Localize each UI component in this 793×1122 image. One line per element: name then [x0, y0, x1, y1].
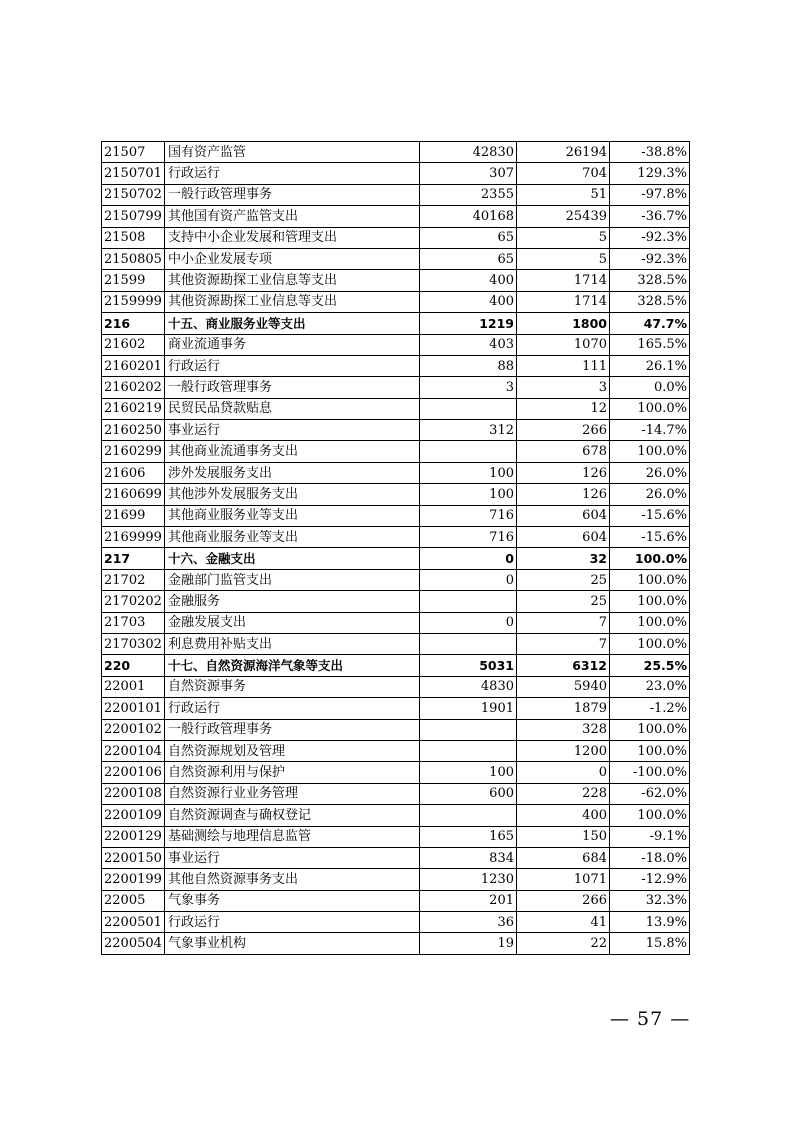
row-value-cell: 100 — [420, 484, 517, 505]
row-name-cell: 十七、自然资源海洋气象等支出 — [165, 655, 420, 676]
row-code-cell: 2169999 — [102, 527, 165, 548]
row-value-cell: 0 — [420, 569, 517, 590]
row-name-cell: 其他资源勘探工业信息等支出 — [165, 291, 420, 312]
table-row — [102, 633, 690, 654]
row-percent-cell: -14.7% — [610, 420, 690, 441]
table-row — [102, 184, 690, 205]
table-row — [102, 142, 690, 163]
row-percent-cell: 26.0% — [610, 484, 690, 505]
row-value-cell: 22 — [517, 933, 610, 954]
row-value-cell: 1230 — [420, 869, 517, 890]
row-code-cell: 2200129 — [102, 826, 165, 847]
row-percent-cell: 13.9% — [610, 912, 690, 933]
row-value-cell: 4830 — [420, 676, 517, 697]
row-value-cell: 150 — [517, 826, 610, 847]
row-code-cell: 2150701 — [102, 163, 165, 184]
row-value-cell: 716 — [420, 527, 517, 548]
row-name-cell: 一般行政管理事务 — [165, 377, 420, 398]
row-value-cell: 6312 — [517, 655, 610, 676]
row-code-cell: 2160699 — [102, 484, 165, 505]
table-row — [102, 890, 690, 911]
row-code-cell: 21703 — [102, 612, 165, 633]
row-percent-cell: -36.7% — [610, 206, 690, 227]
row-name-cell: 其他涉外发展服务支出 — [165, 484, 420, 505]
table-row — [102, 826, 690, 847]
table-row — [102, 805, 690, 826]
row-value-cell: 312 — [420, 420, 517, 441]
row-percent-cell: 32.3% — [610, 890, 690, 911]
row-code-cell: 22005 — [102, 890, 165, 911]
row-value-cell: 126 — [517, 462, 610, 483]
row-name-cell: 自然资源利用与保护 — [165, 762, 420, 783]
row-percent-cell: -15.6% — [610, 505, 690, 526]
table-row — [102, 912, 690, 933]
table-row — [102, 933, 690, 954]
table-row — [102, 227, 690, 248]
row-value-cell: 704 — [517, 163, 610, 184]
row-value-cell: 834 — [420, 847, 517, 868]
row-value-cell: 126 — [517, 484, 610, 505]
row-value-cell: 0 — [517, 762, 610, 783]
table-row — [102, 762, 690, 783]
row-code-cell: 2200504 — [102, 933, 165, 954]
row-value-cell: 400 — [517, 805, 610, 826]
row-name-cell: 行政运行 — [165, 355, 420, 376]
row-code-cell: 217 — [102, 548, 165, 569]
row-code-cell: 21599 — [102, 270, 165, 291]
row-value-cell: 684 — [517, 847, 610, 868]
row-value-cell: 41 — [517, 912, 610, 933]
row-value-cell: 400 — [420, 291, 517, 312]
row-code-cell: 2159999 — [102, 291, 165, 312]
row-value-cell: 1070 — [517, 334, 610, 355]
row-value-cell: 42830 — [420, 142, 517, 163]
row-percent-cell: -9.1% — [610, 826, 690, 847]
row-value-cell: 307 — [420, 163, 517, 184]
row-name-cell: 事业运行 — [165, 847, 420, 868]
row-code-cell: 2150799 — [102, 206, 165, 227]
table-row — [102, 420, 690, 441]
row-code-cell: 2200108 — [102, 783, 165, 804]
table-row — [102, 505, 690, 526]
row-value-cell: 0 — [420, 612, 517, 633]
row-value-cell: 403 — [420, 334, 517, 355]
row-name-cell: 一般行政管理事务 — [165, 184, 420, 205]
row-code-cell: 2150805 — [102, 248, 165, 269]
table-row — [102, 569, 690, 590]
row-value-cell: 678 — [517, 441, 610, 462]
row-value-cell: 0 — [420, 548, 517, 569]
row-percent-cell: -18.0% — [610, 847, 690, 868]
row-percent-cell: 100.0% — [610, 805, 690, 826]
row-percent-cell: 100.0% — [610, 719, 690, 740]
row-code-cell: 22001 — [102, 676, 165, 697]
row-value-cell: 1219 — [420, 313, 517, 334]
table-row — [102, 869, 690, 890]
table-row — [102, 527, 690, 548]
row-name-cell: 商业流通事务 — [165, 334, 420, 355]
row-name-cell: 气象事务 — [165, 890, 420, 911]
row-percent-cell: 100.0% — [610, 441, 690, 462]
row-value-cell — [420, 591, 517, 612]
row-value-cell — [420, 719, 517, 740]
row-code-cell: 2200199 — [102, 869, 165, 890]
table-row — [102, 334, 690, 355]
row-percent-cell: 100.0% — [610, 612, 690, 633]
row-value-cell: 201 — [420, 890, 517, 911]
row-percent-cell: 328.5% — [610, 270, 690, 291]
row-code-cell: 2170202 — [102, 591, 165, 612]
table-row — [102, 484, 690, 505]
table-row — [102, 719, 690, 740]
row-name-cell: 自然资源行业业务管理 — [165, 783, 420, 804]
row-name-cell: 支持中小企业发展和管理支出 — [165, 227, 420, 248]
row-percent-cell: 26.0% — [610, 462, 690, 483]
row-name-cell: 中小企业发展专项 — [165, 248, 420, 269]
row-name-cell: 其他国有资产监管支出 — [165, 206, 420, 227]
page-number: — 57 — — [610, 1008, 691, 1030]
row-value-cell: 600 — [420, 783, 517, 804]
row-name-cell: 国有资产监管 — [165, 142, 420, 163]
row-name-cell: 金融服务 — [165, 591, 420, 612]
row-name-cell: 一般行政管理事务 — [165, 719, 420, 740]
row-value-cell — [420, 441, 517, 462]
row-name-cell: 其他商业服务业等支出 — [165, 527, 420, 548]
row-percent-cell: -38.8% — [610, 142, 690, 163]
row-percent-cell: -100.0% — [610, 762, 690, 783]
row-code-cell: 21699 — [102, 505, 165, 526]
row-value-cell: 25 — [517, 569, 610, 590]
row-value-cell: 604 — [517, 527, 610, 548]
row-value-cell: 5031 — [420, 655, 517, 676]
table-row — [102, 676, 690, 697]
row-code-cell: 2200104 — [102, 740, 165, 761]
row-code-cell: 2200102 — [102, 719, 165, 740]
row-value-cell: 26194 — [517, 142, 610, 163]
row-percent-cell: -92.3% — [610, 248, 690, 269]
row-code-cell: 21606 — [102, 462, 165, 483]
row-code-cell: 2150702 — [102, 184, 165, 205]
row-code-cell: 2160299 — [102, 441, 165, 462]
row-percent-cell: -15.6% — [610, 527, 690, 548]
row-name-cell: 行政运行 — [165, 912, 420, 933]
table-row — [102, 291, 690, 312]
row-value-cell: 51 — [517, 184, 610, 205]
table-row — [102, 313, 690, 334]
table-row — [102, 462, 690, 483]
row-value-cell: 100 — [420, 462, 517, 483]
row-percent-cell: 26.1% — [610, 355, 690, 376]
row-value-cell: 1200 — [517, 740, 610, 761]
row-value-cell: 7 — [517, 612, 610, 633]
row-code-cell: 2160201 — [102, 355, 165, 376]
row-name-cell: 其他自然资源事务支出 — [165, 869, 420, 890]
row-percent-cell: 0.0% — [610, 377, 690, 398]
table-row — [102, 248, 690, 269]
row-value-cell: 266 — [517, 420, 610, 441]
row-percent-cell: -97.8% — [610, 184, 690, 205]
row-value-cell: 12 — [517, 398, 610, 419]
row-value-cell: 7 — [517, 633, 610, 654]
row-name-cell: 民贸民品贷款贴息 — [165, 398, 420, 419]
row-percent-cell: -62.0% — [610, 783, 690, 804]
row-percent-cell: 15.8% — [610, 933, 690, 954]
row-code-cell: 21508 — [102, 227, 165, 248]
row-code-cell: 2200106 — [102, 762, 165, 783]
table-row — [102, 441, 690, 462]
row-value-cell: 328 — [517, 719, 610, 740]
budget-table — [101, 141, 690, 955]
row-value-cell: 604 — [517, 505, 610, 526]
row-name-cell: 金融部门监管支出 — [165, 569, 420, 590]
row-value-cell: 5940 — [517, 676, 610, 697]
table-row — [102, 377, 690, 398]
row-name-cell: 其他商业流通事务支出 — [165, 441, 420, 462]
row-percent-cell: 47.7% — [610, 313, 690, 334]
row-value-cell: 228 — [517, 783, 610, 804]
table-row — [102, 740, 690, 761]
row-code-cell: 2160250 — [102, 420, 165, 441]
row-name-cell: 利息费用补贴支出 — [165, 633, 420, 654]
row-value-cell: 36 — [420, 912, 517, 933]
row-value-cell: 1879 — [517, 698, 610, 719]
table-row — [102, 548, 690, 569]
row-percent-cell: -12.9% — [610, 869, 690, 890]
row-value-cell: 3 — [517, 377, 610, 398]
row-percent-cell: 100.0% — [610, 591, 690, 612]
row-value-cell: 65 — [420, 227, 517, 248]
row-name-cell: 行政运行 — [165, 163, 420, 184]
table-row — [102, 591, 690, 612]
row-value-cell: 400 — [420, 270, 517, 291]
row-value-cell: 1714 — [517, 291, 610, 312]
row-code-cell: 21507 — [102, 142, 165, 163]
row-value-cell: 5 — [517, 227, 610, 248]
row-code-cell: 220 — [102, 655, 165, 676]
row-value-cell: 25439 — [517, 206, 610, 227]
row-value-cell: 5 — [517, 248, 610, 269]
row-percent-cell: 328.5% — [610, 291, 690, 312]
row-percent-cell: 100.0% — [610, 633, 690, 654]
table-row — [102, 398, 690, 419]
row-name-cell: 十六、金融支出 — [165, 548, 420, 569]
row-percent-cell: 165.5% — [610, 334, 690, 355]
row-value-cell — [420, 740, 517, 761]
row-percent-cell: 23.0% — [610, 676, 690, 697]
row-percent-cell: 100.0% — [610, 548, 690, 569]
row-value-cell — [420, 398, 517, 419]
row-name-cell: 事业运行 — [165, 420, 420, 441]
row-value-cell: 100 — [420, 762, 517, 783]
row-value-cell: 3 — [420, 377, 517, 398]
table-row — [102, 612, 690, 633]
row-percent-cell: -92.3% — [610, 227, 690, 248]
row-name-cell: 自然资源规划及管理 — [165, 740, 420, 761]
row-value-cell — [420, 805, 517, 826]
row-value-cell: 1800 — [517, 313, 610, 334]
row-percent-cell: 100.0% — [610, 569, 690, 590]
row-code-cell: 21602 — [102, 334, 165, 355]
row-value-cell: 2355 — [420, 184, 517, 205]
row-value-cell: 40168 — [420, 206, 517, 227]
row-percent-cell: 100.0% — [610, 398, 690, 419]
row-code-cell: 21702 — [102, 569, 165, 590]
row-value-cell: 25 — [517, 591, 610, 612]
row-name-cell: 其他商业服务业等支出 — [165, 505, 420, 526]
row-value-cell: 1901 — [420, 698, 517, 719]
row-name-cell: 气象事业机构 — [165, 933, 420, 954]
table-row — [102, 847, 690, 868]
row-name-cell: 自然资源事务 — [165, 676, 420, 697]
row-name-cell: 十五、商业服务业等支出 — [165, 313, 420, 334]
row-name-cell: 基础测绘与地理信息监管 — [165, 826, 420, 847]
row-percent-cell: 129.3% — [610, 163, 690, 184]
row-name-cell: 行政运行 — [165, 698, 420, 719]
row-value-cell: 65 — [420, 248, 517, 269]
row-value-cell: 19 — [420, 933, 517, 954]
table-row — [102, 355, 690, 376]
table-row — [102, 783, 690, 804]
row-code-cell: 2200150 — [102, 847, 165, 868]
row-code-cell: 2170302 — [102, 633, 165, 654]
row-value-cell: 88 — [420, 355, 517, 376]
table-body — [102, 142, 690, 955]
row-percent-cell: 25.5% — [610, 655, 690, 676]
row-value-cell: 716 — [420, 505, 517, 526]
row-code-cell: 2160219 — [102, 398, 165, 419]
row-name-cell: 其他资源勘探工业信息等支出 — [165, 270, 420, 291]
row-name-cell: 涉外发展服务支出 — [165, 462, 420, 483]
row-code-cell: 2200501 — [102, 912, 165, 933]
table-row — [102, 163, 690, 184]
row-value-cell — [420, 633, 517, 654]
row-value-cell: 165 — [420, 826, 517, 847]
row-code-cell: 2200109 — [102, 805, 165, 826]
table-row — [102, 655, 690, 676]
row-value-cell: 1071 — [517, 869, 610, 890]
table-row — [102, 206, 690, 227]
table-row — [102, 698, 690, 719]
row-name-cell: 金融发展支出 — [165, 612, 420, 633]
row-value-cell: 32 — [517, 548, 610, 569]
row-code-cell: 216 — [102, 313, 165, 334]
row-code-cell: 2200101 — [102, 698, 165, 719]
row-percent-cell: -1.2% — [610, 698, 690, 719]
table-row — [102, 270, 690, 291]
row-value-cell: 1714 — [517, 270, 610, 291]
row-percent-cell: 100.0% — [610, 740, 690, 761]
row-value-cell: 111 — [517, 355, 610, 376]
row-value-cell: 266 — [517, 890, 610, 911]
row-code-cell: 2160202 — [102, 377, 165, 398]
row-name-cell: 自然资源调查与确权登记 — [165, 805, 420, 826]
